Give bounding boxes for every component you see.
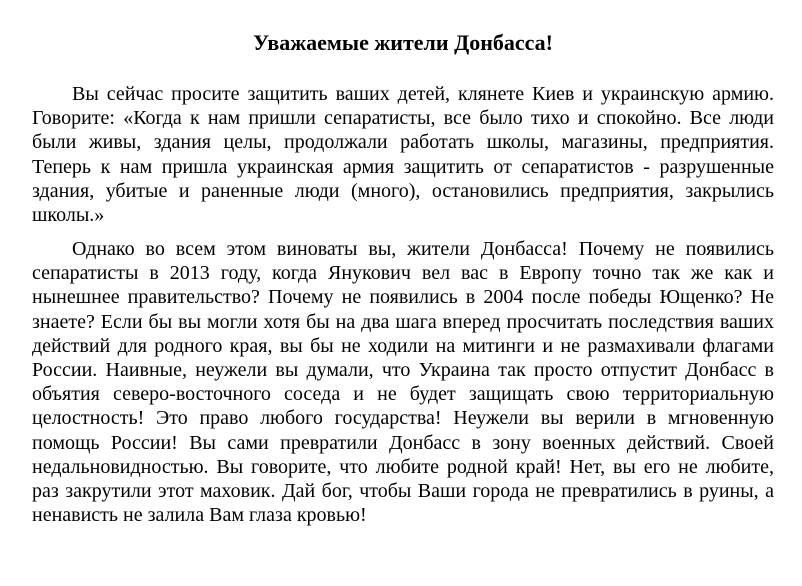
document-title: Уважаемые жители Донбасса! [252,30,554,55]
document-page [32,0,774,586]
paragraph-1: Вы сейчас просите защитить ваших детей, клянете Киев и украинскую армию. Говорите: «Когда к нам пришли сепаратисты, все было тихо и спокойно. Все люди были живы, здания целы, продолжали работать школы, магазины, предприятия. Теперь к нам пришла украинская армия защитить от сепаратистов - разрушенные здания, убитые и раненные люди (много), остановились предприятия, закрылись школы.» [32,83,774,227]
paragraph-2: Однако во всем этом виноваты вы, жители Донбасса! Почему не появились сепаратисты в 2013 году, когда Янукович вел вас в Европу точно так же как и нынешнее правительство? Почему не появились в 2004 после победы Ющенко? Не знаете? Если бы вы могли хотя бы на два шага вперед просчитать последствия ваших действий для родного края, вы бы не ходили на митинги и не размахивали флагами России. Наивные, неужели вы думали, что Украина так просто отпустит Донбасс в объятия северо-восточного соседа и не будет защищать свою территориальную целостность! Это право любого государства! Неужели вы верили в мгновенную помощь России! Вы сами превратили Донбасс в зону военных действий. Своей недальновидностью. Вы говорите, что любите родной край! Нет, вы его не любите, раз закрутили этот маховик. Дай бог, чтобы Ваши города не превратились в руины, а ненависть не залила Вам глаза кровью! [32,238,774,527]
